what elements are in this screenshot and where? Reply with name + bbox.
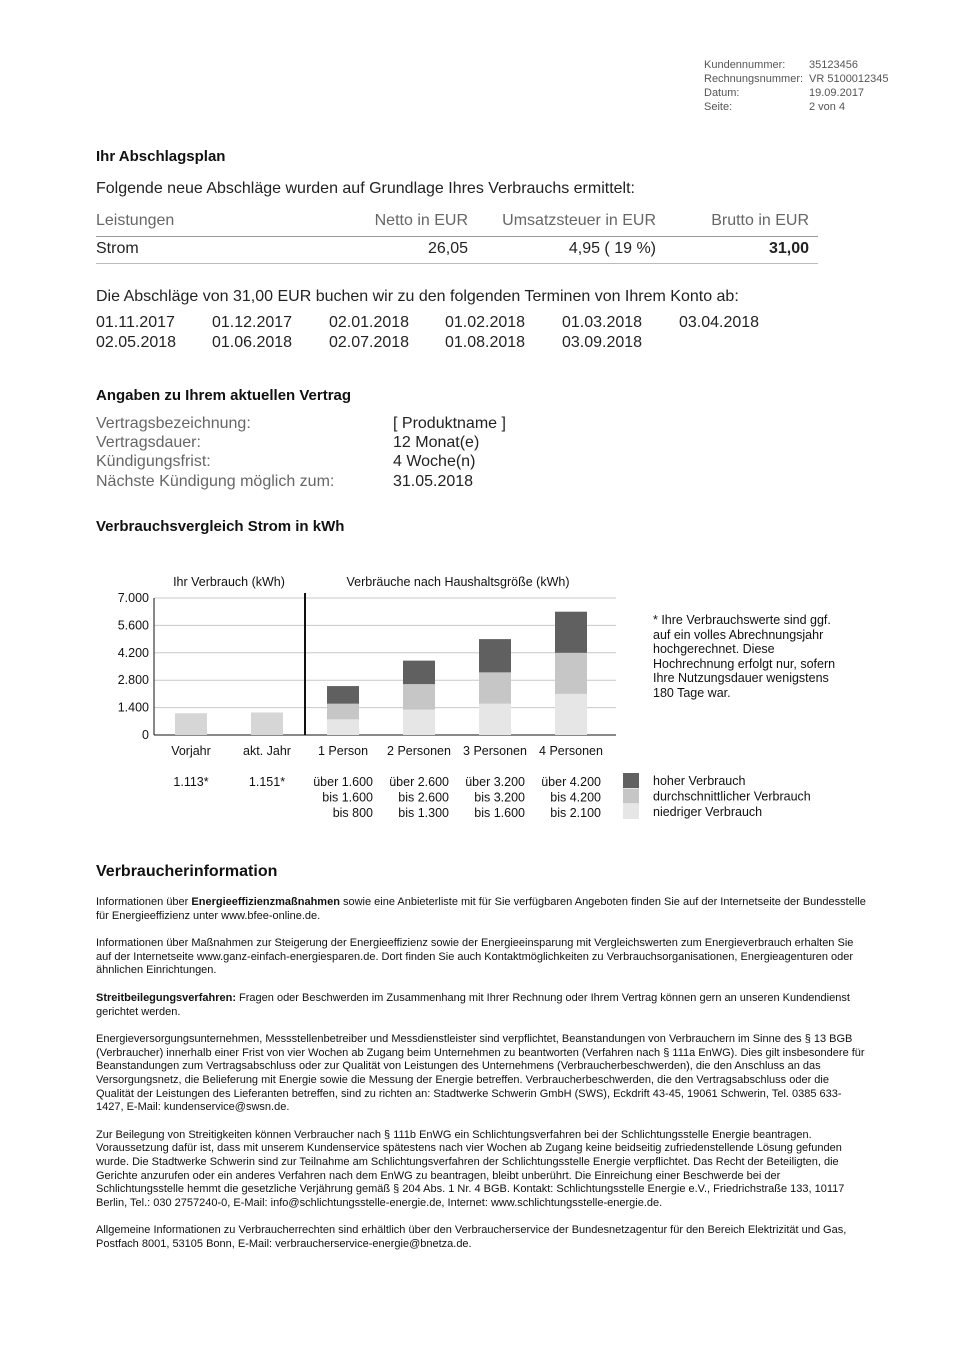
meta-value: VR 5100012345 — [809, 73, 889, 85]
footnote-line: * Ihre Verbrauchswerte sind ggf. — [653, 613, 831, 627]
own-value-label: 1.113* — [173, 775, 209, 789]
category-label: 2 Personen — [387, 744, 451, 758]
info-bold-span: Streitbeilegungsverfahren: — [96, 991, 236, 1004]
y-tick-label: 2.800 — [117, 673, 149, 688]
bar-segment-niedrig — [327, 719, 359, 735]
legend-label: hoher Verbrauch — [653, 774, 746, 788]
footnote-line: hochgerechnet. Diese — [653, 642, 775, 656]
termin-date: 03.09.2018 — [562, 334, 643, 351]
info-paragraph — [96, 992, 866, 1019]
y-tick-label: 0 — [142, 728, 149, 742]
col-header-brutto: Brutto in EUR — [711, 212, 809, 229]
termin-date: 03.04.2018 — [679, 314, 760, 331]
legend-label: niedriger Verbrauch — [653, 805, 763, 819]
info-paragraph: Informationen über Maßnahmen zur Steigerung der Energieeffizienz sowie der Energieeinsparung mit Vergleichswerten zum Energieverbrauch erhalten Sie auf der Internetseite www.ganz-einfach-energiesparen.de. Dort finden Sie auch Kontaktmöglichkeiten zu Verbrauchsorganisationen, Energieagenturen oder ähnlichen Einrichtungen. — [96, 937, 854, 977]
termin-date: 02.01.2018 — [329, 314, 410, 331]
termin-date: 02.05.2018 — [96, 334, 177, 351]
bar-segment-durchschnitt — [479, 672, 511, 703]
own-consumption-bar — [175, 713, 207, 735]
range-label: bis 1.600 — [474, 806, 525, 820]
y-tick-label: 7.000 — [117, 591, 149, 605]
vertrag-value: 4 Woche(n) — [393, 453, 476, 470]
category-label: 4 Personen — [539, 744, 603, 758]
own-consumption-bar — [251, 712, 283, 735]
termin-date: 01.03.2018 — [562, 314, 643, 331]
y-tick-label: 4.200 — [117, 645, 149, 660]
range-label: bis 2.100 — [550, 806, 601, 820]
bar-segment-durchschnitt — [403, 684, 435, 709]
info-paragraph: Allgemeine Informationen zu Verbraucherrechten sind erhältlich über den Verbraucherservice der Bundesnetzagentur für den Bereich Elektrizität und Gas, Postfach 8001, 53105 Bonn, E-Mail: verbraucherservice-energie@bnetza.de. — [96, 1224, 847, 1250]
chart-footnote — [653, 613, 835, 700]
range-label: bis 800 — [332, 806, 373, 820]
legend-label: durchschnittlicher Verbrauch — [653, 789, 811, 804]
range-label: bis 1.600 — [322, 790, 373, 805]
range-label: bis 4.200 — [550, 790, 601, 805]
range-label: über 3.200 — [465, 775, 525, 789]
table-divider — [96, 236, 818, 237]
vertrag-value: [ Produktname ] — [393, 415, 506, 432]
range-label: über 2.600 — [389, 775, 449, 789]
group-label-own: Ihr Verbrauch (kWh) — [173, 575, 285, 589]
abschlag-intro: Folgende neue Abschläge wurden auf Grundlage Ihres Verbrauchs ermittelt: — [96, 180, 635, 197]
meta-row-date — [704, 86, 904, 100]
bar-segment-niedrig — [403, 710, 435, 735]
footnote-line: 180 Tage war. — [653, 685, 731, 700]
group-label-household: Verbräuche nach Haushaltsgröße (kWh) — [346, 575, 570, 589]
vertrag-label: Vertragsdauer: — [96, 434, 201, 451]
legend-swatch — [623, 804, 639, 819]
document-meta — [704, 58, 904, 114]
abschlag-title: Ihr Abschlagsplan — [96, 148, 226, 165]
col-header-ust: Umsatzsteuer in EUR — [502, 212, 656, 229]
vertrag-title: Angaben zu Ihrem aktuellen Vertrag — [96, 387, 352, 404]
termin-date: 01.08.2018 — [445, 334, 526, 351]
row-strom-brutto: 31,00 — [768, 240, 809, 257]
category-label: 1 Person — [317, 744, 369, 758]
col-header-leistungen: Leistungen — [96, 212, 175, 229]
info-text — [96, 896, 866, 1251]
bar-segment-hoch — [555, 612, 587, 653]
range-label: bis 3.200 — [474, 790, 525, 805]
footnote-line: auf ein volles Abrechnungsjahr — [653, 627, 824, 642]
bar-segment-durchschnitt — [327, 704, 359, 720]
meta-value: 35123456 — [809, 59, 858, 71]
row-strom-netto: 26,05 — [427, 240, 468, 257]
bar-segment-niedrig — [555, 694, 587, 735]
bar-segment-niedrig — [479, 704, 511, 735]
vertrag-label: Kündigungsfrist: — [96, 453, 211, 470]
range-label: bis 2.600 — [398, 790, 449, 805]
info-paragraph: Zur Beilegung von Streitigkeiten können Verbraucher nach § 111b EnWG ein Schlichtungsverfahren bei der Schlichtungsstelle Energie beantragen. Voraussetzung dafür ist, dass mit unserem Kundenservice spätestens nach vier Wochen ab Zugang keine beidseitig zufriedenstellende Lösung gefunden wurde. Die Stadtwerke Schwerin sind zur Teilnahme am Schlichtungsverfahren der Schlichtungsstelle Energie verpflichtet. Das Recht der Beteiligten, die Gerichte anzurufen oder ein anderes Verfahren nach dem EnWG zu beantragen, bleibt unberührt. Die Einreichung einer Beschwerde bei der Schlichtungsstelle hemmt die gesetzliche Verjährung gemäß § 204 Abs. 1 Nr. 4 BGB. Kontakt: Schlichtungsstelle Energie e.V., Friedrichstraße 133, 10117 Berlin, Tel.: 030 2757240-0, E-Mail: info@schlichtungsstelle-energie.de, Internet: www.schlichtungsstelle-energie.de. — [96, 1128, 845, 1209]
bar-segment-durchschnitt — [555, 653, 587, 694]
meta-row-invoice — [704, 72, 904, 86]
y-tick-label: 5.600 — [117, 618, 149, 633]
category-label: akt. Jahr — [243, 744, 291, 758]
legend-swatch — [623, 789, 639, 804]
table-divider-bottom — [96, 263, 818, 264]
info-paragraph — [96, 896, 866, 923]
info-text-span: sowie eine Anbieterliste mit für Sie verfügbaren Angeboten finden Sie auf der Internetseite der Bundesstelle für Energieeffizienz unter www.bfee-online.de. — [96, 896, 866, 922]
meta-label: Rechnungsnummer: — [704, 73, 804, 85]
meta-label: Kundennummer: — [704, 59, 786, 71]
vertrag-label: Nächste Kündigung möglich zum: — [96, 473, 335, 490]
termin-date: 01.12.2017 — [212, 314, 293, 331]
range-label: über 4.200 — [541, 775, 601, 789]
footnote-line: Ihre Nutzungsdauer wenigstens — [653, 671, 829, 685]
category-label: 3 Personen — [463, 744, 527, 758]
category-label: Vorjahr — [171, 744, 211, 758]
bar-segment-hoch — [327, 686, 359, 704]
termine-intro: Die Abschläge von 31,00 EUR buchen wir zu den folgenden Terminen von Ihrem Konto ab: — [96, 288, 739, 305]
meta-row-customer — [704, 58, 904, 72]
legend-swatch — [623, 773, 639, 788]
info-paragraph: Energieversorgungsunternehmen, Messstellenbetreiber und Messdienstleister sind verpflichtet, Beanstandungen von Verbrauchern im Sinne des § 13 BGB (Verbraucher) innerhalb einer Frist von vier Wochen ab Zugang beim Unternehmen zu beantworten (Verfahren nach § 111a EnWG). Dies gilt insbesondere für Beanstandungen zum Vertragsabschluss oder zur Qualität von Leistungen des Unternehmens (Verbraucherbeschwerden), die den Anschluss an das Versorgungsnetz, die Belieferung mit Energie sowie die Messung der Energie betreffen. Verbraucherbeschwerden, die den Vertragsabschluss oder die Qualität der Leistungen des Lieferanten betreffen, sind zu richten an: Stadtwerke Schwerin GmbH (SWS), Eckdrift 43-45, 19061 Schwerin, Tel. 0385 633-1427, E-Mail: kundenservice@swsn.de. — [96, 1033, 865, 1114]
col-header-netto: Netto in EUR — [374, 212, 468, 229]
row-strom-ust: 4,95 ( 19 %) — [568, 240, 656, 257]
meta-value: 19.09.2017 — [809, 87, 865, 99]
info-bold-span: Energieeffizienzmaßnahmen — [191, 896, 340, 908]
info-title: Verbraucherinformation — [96, 863, 278, 880]
vertrag-label: Vertragsbezeichnung: — [96, 415, 251, 432]
termin-date: 01.11.2017 — [96, 314, 175, 331]
info-text-span: Fragen oder Beschwerden im Zusammenhang mit Ihrer Rechnung oder Ihrem Vertrag können gern an unseren Kundendienst gerichtet werden. — [96, 991, 850, 1018]
y-tick-label: 1.400 — [117, 700, 149, 715]
bar-segment-hoch — [403, 661, 435, 684]
termin-date: 02.07.2018 — [329, 334, 410, 351]
info-text-span: Informationen über — [96, 896, 192, 908]
range-label: bis 1.300 — [398, 806, 449, 820]
termin-date: 01.02.2018 — [445, 314, 526, 331]
meta-label: Seite: — [704, 101, 733, 113]
termin-date: 01.06.2018 — [212, 334, 293, 351]
vertrag-value: 31.05.2018 — [393, 473, 474, 490]
meta-value: 2 von 4 — [809, 101, 846, 113]
footnote-line: Hochrechnung erfolgt nur, sofern — [653, 656, 836, 671]
range-label: über 1.600 — [313, 775, 373, 789]
own-value-label: 1.151* — [248, 775, 286, 789]
bar-segment-hoch — [479, 639, 511, 672]
meta-row-page — [704, 100, 904, 114]
meta-label: Datum: — [704, 87, 740, 99]
row-strom-name: Strom — [96, 240, 139, 257]
verbrauch-title: Verbrauchsvergleich Strom in kWh — [96, 518, 345, 535]
vertrag-value: 12 Monat(e) — [393, 434, 480, 451]
